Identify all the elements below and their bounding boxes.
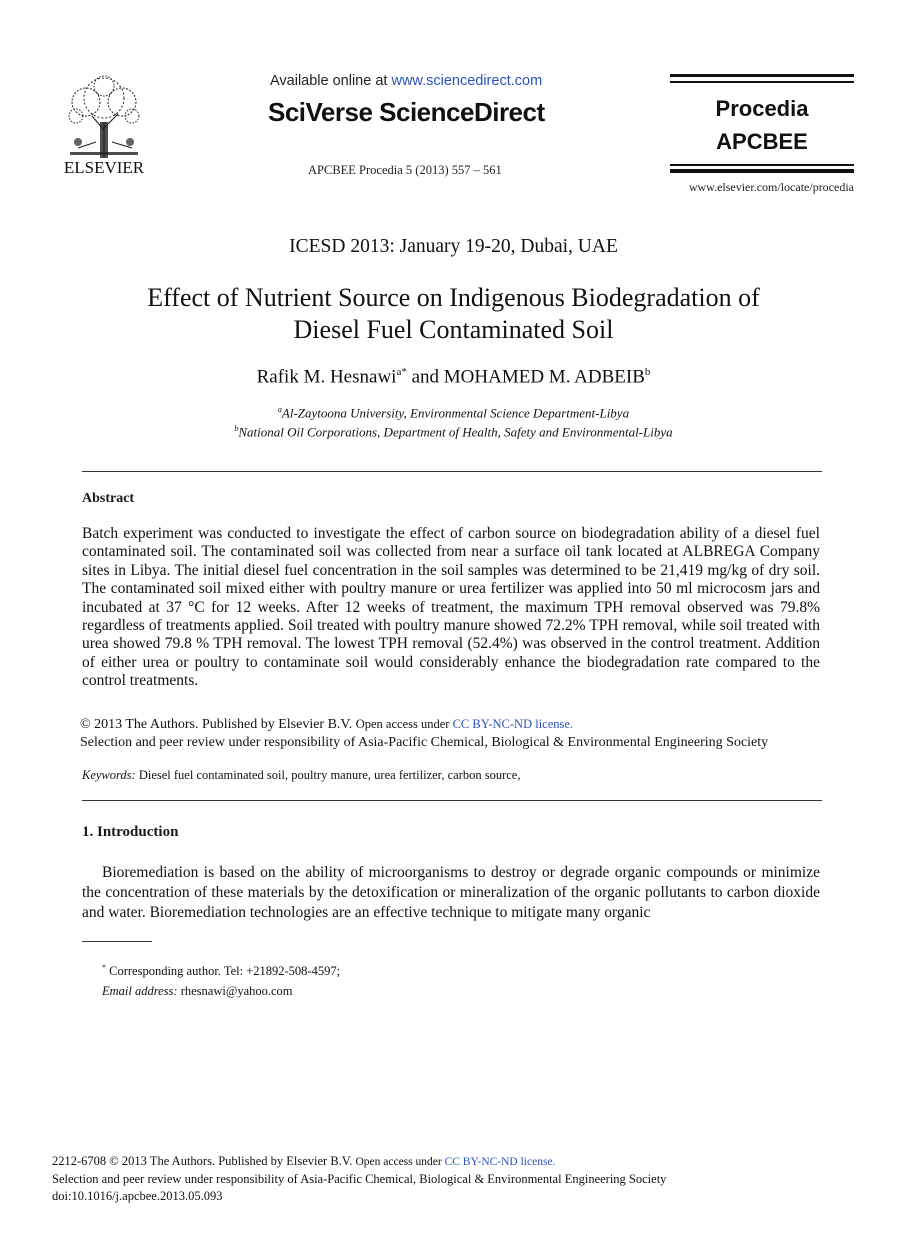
email-address[interactable]: rhesnawi@yahoo.com (177, 984, 293, 998)
available-online (270, 73, 542, 89)
procedia-bar-top-thin (670, 81, 854, 83)
elsevier-logo (56, 72, 152, 178)
footnote-email (102, 984, 293, 999)
journal-url[interactable]: www.elsevier.com/locate/procedia (688, 180, 854, 194)
footer-doi[interactable]: doi:10.1016/j.apcbee.2013.05.093 (52, 1189, 223, 1203)
author-join: and (406, 366, 444, 388)
procedia-title (670, 92, 854, 158)
procedia-title-line2: APCBEE (716, 129, 808, 154)
footer-copyright: 2212-6708 © 2013 The Authors. Published by Elsevier B.V. (52, 1154, 356, 1168)
article-title (60, 282, 847, 346)
affiliation-a-text: Al-Zaytoona University, Environmental Science Department-Libya (281, 405, 630, 421)
copyright-line1 (80, 715, 840, 734)
affiliation-a-sup: a (277, 405, 282, 414)
authors (0, 366, 907, 388)
corresponding-author-text: Corresponding author. Tel: +21892-508-4597; (106, 964, 341, 979)
available-prefix: Available online at (270, 73, 392, 89)
sciencedirect-link[interactable]: www.sciencedirect.com (391, 73, 543, 89)
copyright-line2: Selection and peer review under responsibility of Asia-Pacific Chemical, Biological & Environmental Engineering Society (80, 735, 769, 750)
footer-line1 (52, 1153, 852, 1171)
abstract-text: Batch experiment was conducted to investigate the effect of carbon source on biodegradation ability of a diesel fuel contaminated soil. The contaminated soil was collected from near a surface oil tank located at ALBREGA Company sites in Libya. The initial diesel fuel concentration in the soil samples was determined to be 21,419 mg/kg of dry soil. The contaminated soil mixed either with poultry manure or urea fertilizer was applied into 50 ml microcosm jars and incubated at 37 °C for 12 weeks. After 12 weeks of treatment, the maximum TPH removal observed was 79.8% regardless of treatments applied. Soil treated with poultry manure showed 72.2% TPH removal, while soil treated with urea showed 79.8 % TPH removal. The lowest TPH removal (52.4%) was observed in the control treatment. Addition of either urea or poultry to contaminate soil would considerably enhance the biodegradation rate compared to the control treatments. (82, 525, 820, 690)
procedia-bar-top (670, 74, 854, 77)
affiliation-a (0, 405, 907, 421)
copyright-block (80, 715, 840, 752)
procedia-title-line1: Procedia (715, 96, 809, 121)
footer-open-access: Open access under (355, 1156, 445, 1168)
affiliation-b-text: National Oil Corporations, Department of Health, Safety and Environmental-Libya (238, 424, 673, 440)
author-1-sup: a* (396, 366, 407, 378)
platform-logo: SciVerse ScienceDirect (268, 97, 545, 127)
keywords-text: Diesel fuel contaminated soil, poultry manure, urea fertilizer, carbon source, (135, 768, 521, 782)
footer-license-link[interactable]: CC BY-NC-ND license. (444, 1156, 556, 1168)
copyright-text: © 2013 The Authors. Published by Elsevier B.V. (80, 717, 356, 732)
affiliation-b-sup: b (234, 424, 239, 433)
elsevier-wordmark: ELSEVIER (63, 158, 145, 177)
procedia-bar-bottom (670, 169, 854, 173)
article-title-line2: Diesel Fuel Contaminated Soil (293, 315, 614, 344)
procedia-logo (670, 74, 854, 174)
open-access-text: Open access under (355, 717, 453, 731)
abstract-heading: Abstract (82, 491, 135, 506)
footer-line2: Selection and peer review under responsibility of Asia-Pacific Chemical, Biological & Environmental Engineering Society (52, 1172, 667, 1186)
footnote-rule (82, 941, 152, 942)
conference-line: ICESD 2013: January 19-20, Dubai, UAE (289, 236, 618, 257)
article-title-line1: Effect of Nutrient Source on Indigenous Biodegradation of (147, 283, 760, 312)
author-2: MOHAMED M. ADBEIB (443, 366, 645, 388)
journal-reference: APCBEE Procedia 5 (2013) 557 – 561 (308, 163, 502, 177)
page-footer (52, 1153, 852, 1205)
procedia-bar-bottom-thin (670, 164, 854, 166)
introduction-text: Bioremediation is based on the ability of microorganisms to destroy or degrade organic compounds or minimize the concentration of these materials by the detoxification or mineralization of the organic pollutants to carbon dioxide and water. Bioremediation technologies are an effective technique to mitigate many organic (82, 864, 820, 921)
keywords-label: Keywords: (82, 768, 136, 782)
author-1: Rafik M. Hesnawi (256, 366, 397, 388)
elsevier-tree-icon (56, 72, 152, 160)
email-label: Email address: (102, 984, 178, 998)
affiliation-b (0, 424, 907, 440)
footnote-star: * (102, 963, 106, 972)
keywords (82, 768, 822, 783)
introduction-heading: 1. Introduction (82, 824, 179, 840)
divider-top (82, 471, 822, 472)
license-link[interactable]: CC BY-NC-ND license. (452, 717, 574, 731)
divider-bottom (82, 800, 822, 801)
footnote-corresponding (102, 963, 340, 979)
author-2-sup: b (644, 366, 651, 378)
